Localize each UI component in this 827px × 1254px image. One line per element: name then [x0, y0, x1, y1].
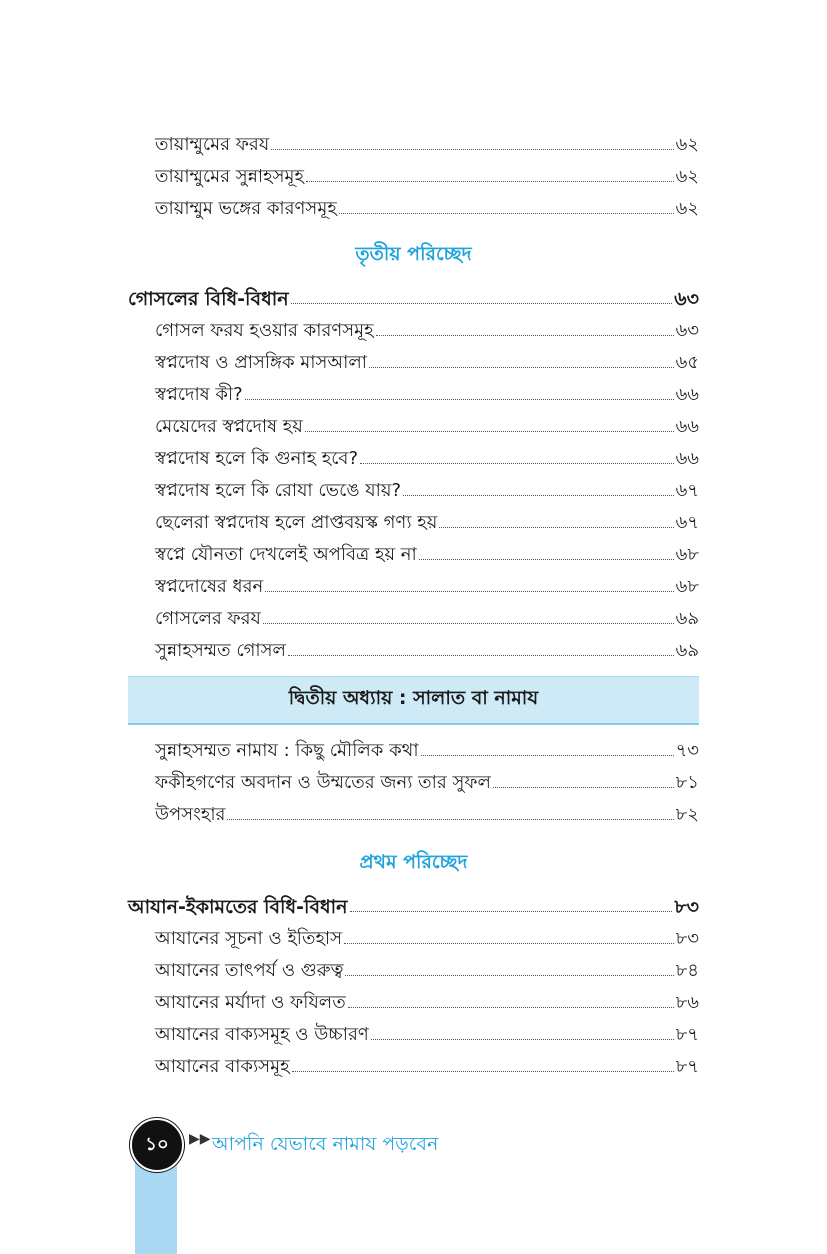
toc-entry-title: তায়াম্মুমের সুন্নাহসমূহ — [155, 166, 304, 187]
toc-entry-title: উপসংহার — [155, 804, 226, 825]
toc-entry-title: তায়াম্মুমের ফরয — [155, 134, 270, 155]
toc-entry-page: ৮৭ — [675, 1024, 699, 1045]
toc-entry-page: ৬৫ — [675, 352, 699, 373]
toc-entry-title: আযানের বাক্যসমূহ — [155, 1056, 290, 1077]
dot-leader — [263, 623, 674, 624]
toc-entry-page: ৬৯ — [675, 608, 699, 629]
toc-entry — [128, 730, 699, 762]
dot-leader — [369, 367, 674, 368]
toc-entry-page: ৬২ — [675, 134, 699, 155]
toc-entry-title: আযানের মর্যাদা ও ফযিলত — [155, 992, 346, 1013]
toc-entry-title: স্বপ্নদোষ কী? — [155, 384, 243, 405]
toc-entry-page: ৬৬ — [675, 384, 699, 405]
dot-leader — [245, 399, 674, 400]
toc-entry-title: আযানের বাক্যসমূহ ও উচ্চারণ — [155, 1024, 369, 1045]
dot-leader — [371, 1039, 674, 1040]
toc-entry — [128, 124, 699, 156]
dot-leader — [345, 975, 673, 976]
toc-entry — [128, 982, 699, 1014]
toc-entry-title: মেয়েদের স্বপ্নদোষ হয় — [155, 416, 303, 437]
toc-entry-title: ফকীহগণের অবদান ও উম্মতের জন্য তার সুফল — [155, 772, 491, 793]
toc-entry — [128, 406, 699, 438]
dot-leader — [376, 335, 674, 336]
toc-entry — [128, 918, 699, 950]
toc-entry — [128, 566, 699, 598]
toc-entry-page: ৬৬ — [675, 448, 699, 469]
page-number-badge — [130, 1118, 184, 1172]
dot-leader — [306, 181, 674, 182]
dot-leader — [360, 463, 674, 464]
toc-entry-title: স্বপ্নদোষ হলে কি গুনাহ হবে? — [155, 448, 359, 469]
toc-section-azan — [128, 886, 699, 1078]
toc-entry-page: ৬৭ — [675, 480, 699, 501]
section-heading: প্রথম পরিচ্ছেদ — [359, 851, 468, 873]
toc-entry — [128, 156, 699, 188]
toc-entry-title: আযানের তাৎপর্য ও গুরুত্ব — [155, 960, 344, 981]
toc-entry-page: ৮১ — [675, 772, 699, 793]
toc-section-salat — [128, 730, 699, 826]
toc-entry — [128, 188, 699, 220]
dot-leader — [288, 655, 674, 656]
chapter-heading-band — [128, 676, 699, 725]
dot-leader — [403, 495, 674, 496]
dot-leader — [305, 431, 674, 432]
dot-leader — [348, 1007, 674, 1008]
toc-entry — [128, 342, 699, 374]
dot-leader — [421, 755, 674, 756]
toc-entry-title: স্বপ্নদোষ ও প্রাসঙ্গিক মাসআলা — [155, 352, 368, 373]
dot-leader — [292, 1071, 674, 1072]
toc-entry — [128, 470, 699, 502]
toc-entry-page: ৮৪ — [675, 960, 699, 981]
toc-entry — [128, 438, 699, 470]
toc-entry-title: স্বপ্নদোষের ধরন — [155, 576, 264, 597]
toc-entry — [128, 1046, 699, 1078]
dot-leader — [265, 591, 673, 592]
toc-entry — [128, 762, 699, 794]
toc-entry-title: তায়াম্মুম ভঙ্গের কারণসমূহ — [155, 198, 337, 219]
toc-entry — [128, 310, 699, 342]
dot-leader — [291, 303, 673, 304]
dot-leader — [493, 787, 674, 788]
toc-entry-title: আযানের সূচনা ও ইতিহাস — [155, 928, 343, 949]
toc-main-page: ৬৩ — [674, 288, 699, 310]
toc-entry-page: ৬২ — [675, 198, 699, 219]
toc-entry-title: সুন্নাহসম্মত নামায : কিছু মৌলিক কথা — [155, 740, 419, 761]
chapter-heading: দ্বিতীয় অধ্যায় : সালাত বা নামায — [288, 687, 539, 709]
toc-entry-page: ৬৮ — [675, 544, 699, 565]
toc-section-gosol — [128, 278, 699, 662]
dot-leader — [227, 819, 673, 820]
dot-leader — [339, 213, 674, 214]
toc-entry — [128, 950, 699, 982]
toc-entry — [128, 502, 699, 534]
toc-entry — [128, 1014, 699, 1046]
toc-entry-page: ৬২ — [675, 166, 699, 187]
toc-entry — [128, 794, 699, 826]
toc-entry-page: ৮২ — [675, 804, 699, 825]
toc-entry — [128, 598, 699, 630]
dot-leader — [271, 149, 673, 150]
toc-entry-page: ৮৬ — [675, 992, 699, 1013]
toc-entry-title: ছেলেরা স্বপ্নদোষ হলে প্রাপ্তবয়স্ক গণ্য হয় — [155, 512, 438, 533]
toc-entry — [128, 374, 699, 406]
toc-entry-page: ৬৭ — [675, 512, 699, 533]
toc-entry-title: গোসল ফরয হওয়ার কারণসমূহ — [155, 320, 374, 341]
toc-entry-page: ৬৯ — [675, 640, 699, 661]
dot-leader — [344, 943, 674, 944]
toc-entry-title: স্বপ্নে যৌনতা দেখলেই অপবিত্র হয় না — [155, 544, 417, 565]
dot-leader — [439, 527, 673, 528]
toc-entry-page: ৮৩ — [675, 928, 699, 949]
page-number: ১০ — [145, 1133, 169, 1155]
toc-entry-page: ৬৬ — [675, 416, 699, 437]
toc-main-title: গোসলের বিধি-বিধান — [128, 288, 289, 310]
toc-entry-page: ৬৮ — [675, 576, 699, 597]
toc-main-entry — [128, 278, 699, 310]
running-book-title: আপনি যেভাবে নামায পড়বেন — [212, 1133, 439, 1155]
toc-entry-page: ৬৩ — [675, 320, 699, 341]
dot-leader — [419, 559, 674, 560]
toc-entry — [128, 534, 699, 566]
toc-main-page: ৮৩ — [674, 896, 699, 918]
double-arrow-icon: ▶▶ — [189, 1131, 211, 1147]
toc-main-title: আযান-ইকামতের বিধি-বিধান — [128, 896, 348, 918]
toc-entry-page: ৮৭ — [675, 1056, 699, 1077]
toc-entry-title: সুন্নাহসম্মত গোসল — [155, 640, 286, 661]
dot-leader — [350, 911, 673, 912]
toc-entry — [128, 630, 699, 662]
section-heading: তৃতীয় পরিচ্ছেদ — [355, 243, 472, 265]
toc-entry-title: স্বপ্নদোষ হলে কি রোযা ভেঙে যায়? — [155, 480, 401, 501]
toc-section-tayammum — [128, 124, 699, 220]
toc-main-entry — [128, 886, 699, 918]
toc-entry-title: গোসলের ফরয — [155, 608, 261, 629]
toc-entry-page: ৭৩ — [675, 740, 699, 761]
